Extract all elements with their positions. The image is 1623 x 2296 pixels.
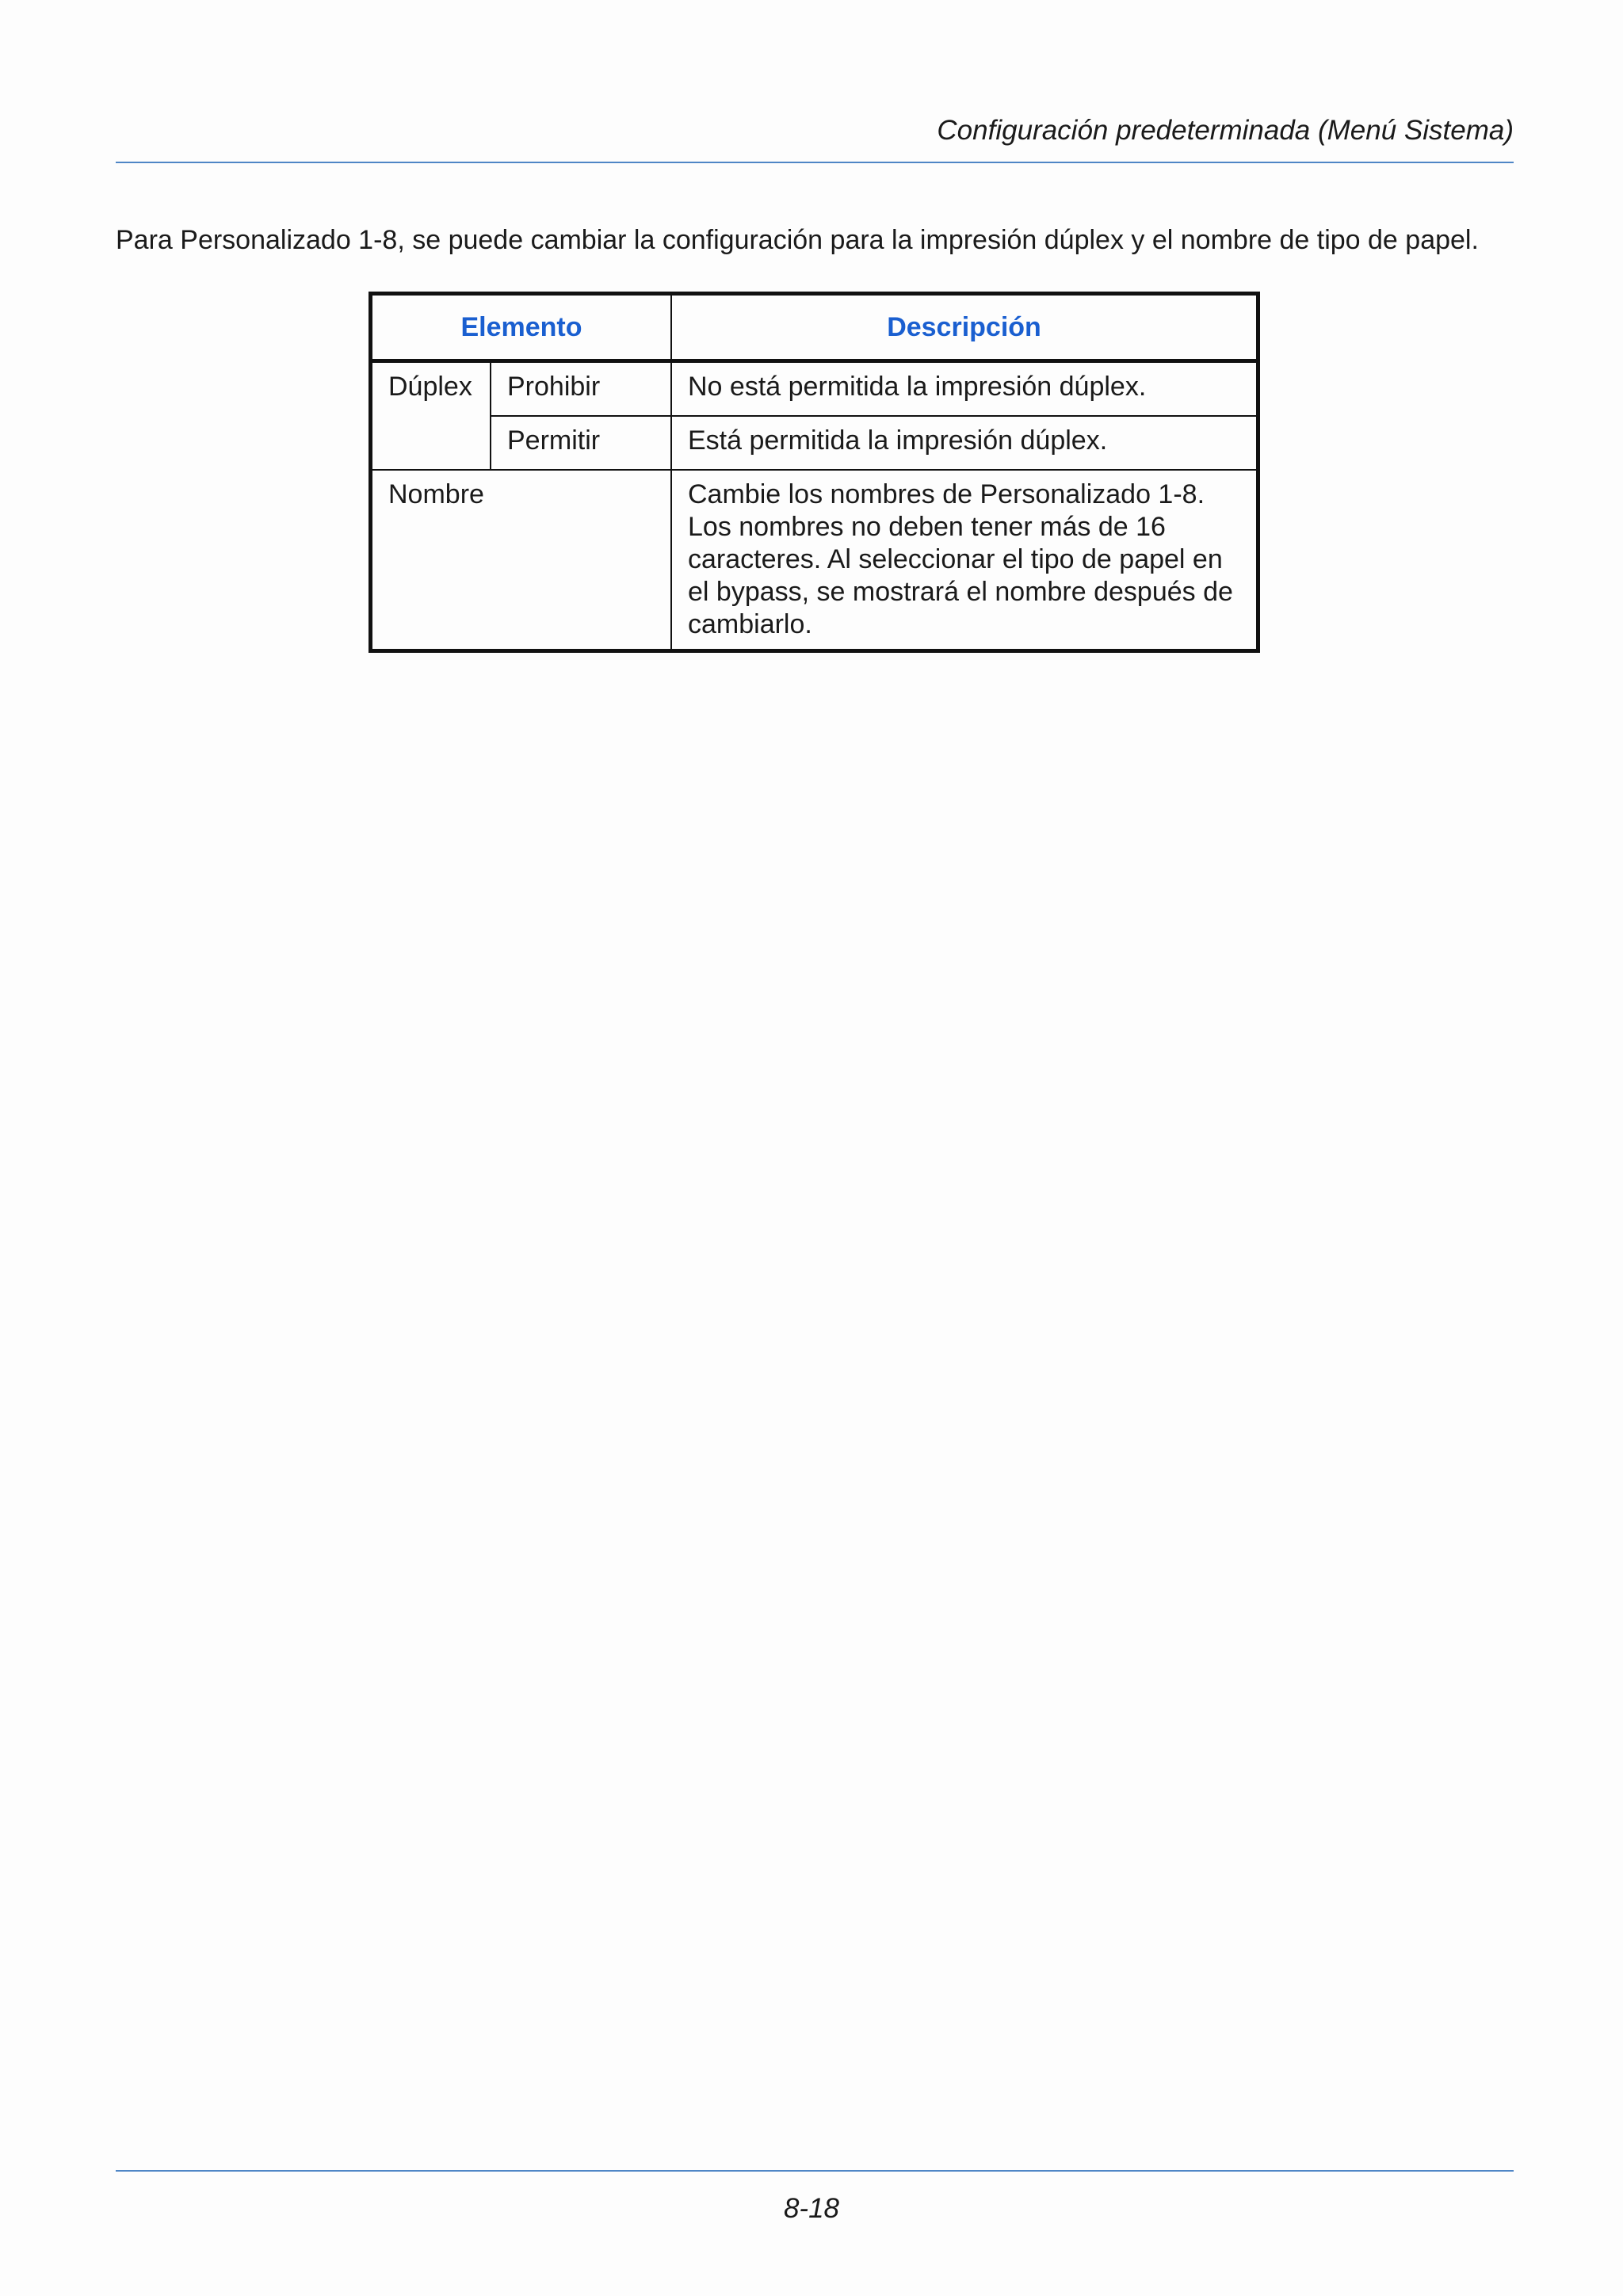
row-group-duplex: Dúplex — [371, 361, 491, 471]
page-header-title: Configuración predeterminada (Menú Sistema) — [937, 115, 1514, 146]
row-item-prohibir: Prohibir — [491, 361, 671, 417]
description-line: el bypass, se mostrará el nombre después de — [688, 577, 1233, 607]
table-header-row — [371, 294, 1258, 361]
description-line: caracteres. Al seleccionar el tipo de papel en — [688, 544, 1223, 574]
header-description: Descripción — [671, 294, 1258, 361]
table-row — [371, 361, 1258, 417]
row-description-permitir: Está permitida la impresión dúplex. — [671, 416, 1258, 470]
settings-table — [369, 292, 1260, 653]
row-item-permitir: Permitir — [491, 416, 671, 470]
header-element: Elemento — [371, 294, 672, 361]
description-line: Cambie los nombres de Personalizado 1-8. — [688, 479, 1205, 509]
table-row — [371, 416, 1258, 470]
table-row — [371, 470, 1258, 651]
row-group-nombre: Nombre — [371, 470, 672, 651]
row-description-prohibir: No está permitida la impresión dúplex. — [671, 361, 1258, 417]
page-number: 8-18 — [783, 2193, 840, 2224]
description-line: Los nombres no deben tener más de 16 — [688, 512, 1166, 542]
row-description-nombre — [671, 470, 1258, 651]
description-line: cambiarlo. — [688, 609, 812, 639]
header-divider — [116, 162, 1514, 163]
footer-divider — [116, 2170, 1514, 2172]
intro-paragraph: Para Personalizado 1-8, se puede cambiar la configuración para la impresión dúplex y el nombre de tipo de papel. — [116, 225, 1479, 255]
